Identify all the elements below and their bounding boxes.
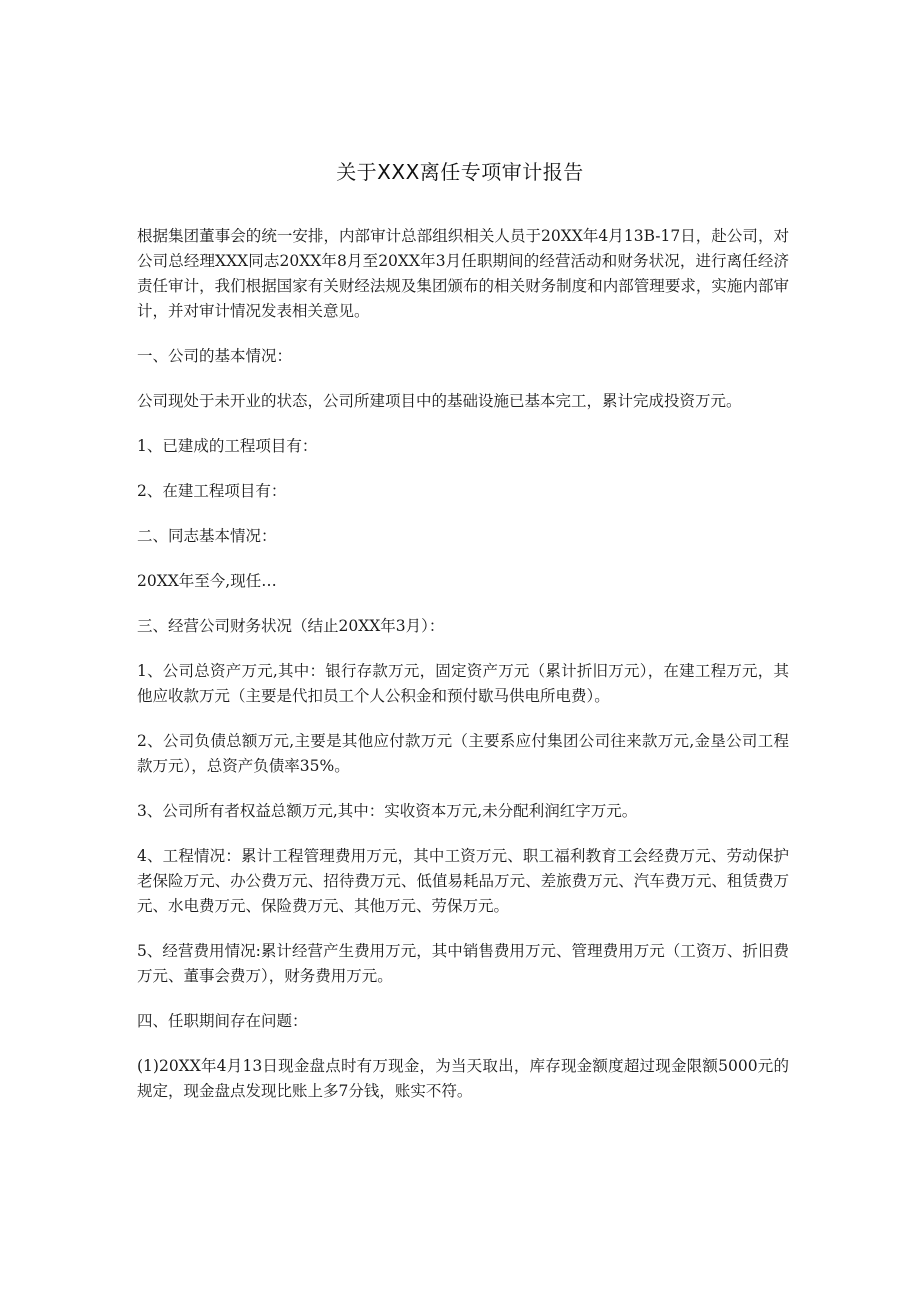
section-1-body: 公司现处于未开业的状态，公司所建项目中的基础设施已基本完工，累计完成投资万元。 xyxy=(137,392,742,410)
section-3-item-3: 3、公司所有者权益总额万元,其中：实收资本万元,未分配利润红字万元。 xyxy=(137,802,638,820)
section-1-item-1: 1、已建成的工程项目有： xyxy=(137,437,318,455)
section-2-body: 20XX年至今,现任… xyxy=(137,572,277,590)
section-1-item-2: 2、在建工程项目有： xyxy=(137,482,287,500)
section-4-heading: 四、任职期间存在问题： xyxy=(137,1012,308,1030)
section-1-heading: 一、公司的基本情况： xyxy=(137,347,293,365)
section-3-heading: 三、经营公司财务状况（结止20XX年3月）： xyxy=(137,617,445,635)
document-title: 关于XXX离任专项审计报告 xyxy=(336,160,584,184)
section-4-item-1: (1)20XX年4月13日现金盘点时有万现金，为当天取出，库存现金额度超过现金限额5000元的规定，现金盘点发现比账上多7分钱，账实不符。 xyxy=(137,1057,789,1100)
intro-paragraph: 根据集团董事会的统一安排，内部审计总部组织相关人员于20XX年4月13B-17日，赴公司，对公司总经理XXX同志20XX年8月至20XX年3月任职期间的经营活动和财务状况，进行离任经济责任审计，我们根据国家有关财经法规及集团颁布的相关财务制度和内部管理要求，实施内部审计，并对审计情况发表相关意见。 xyxy=(137,227,789,320)
section-3-item-5: 5、经营费用情况:累计经营产生费用万元，其中销售费用万元、管理费用万元（工资万、折旧费万元、董事会费万），财务费用万元。 xyxy=(137,942,789,985)
section-3-item-1: 1、公司总资产万元,其中：银行存款万元，固定资产万元（累计折旧万元），在建工程万元，其他应收款万元（主要是代扣员工个人公积金和预付歇马供电所电费）。 xyxy=(137,662,789,705)
section-2-heading: 二、同志基本情况： xyxy=(137,527,277,545)
section-3-item-4: 4、工程情况：累计工程管理费用万元，其中工资万元、职工福利教育工会经费万元、劳动保护老保险万元、办公费万元、招待费万元、低值易耗品万元、差旅费万元、汽车费万元、租赁费万元、水电费万元、保险费万元、其他万元、劳保万元。 xyxy=(137,847,789,915)
document-body xyxy=(137,224,789,1124)
section-3-item-2: 2、公司负债总额万元,主要是其他应付款万元（主要系应付集团公司往来款万元,金垦公司工程款万元），总资产负债率35%。 xyxy=(137,732,789,775)
